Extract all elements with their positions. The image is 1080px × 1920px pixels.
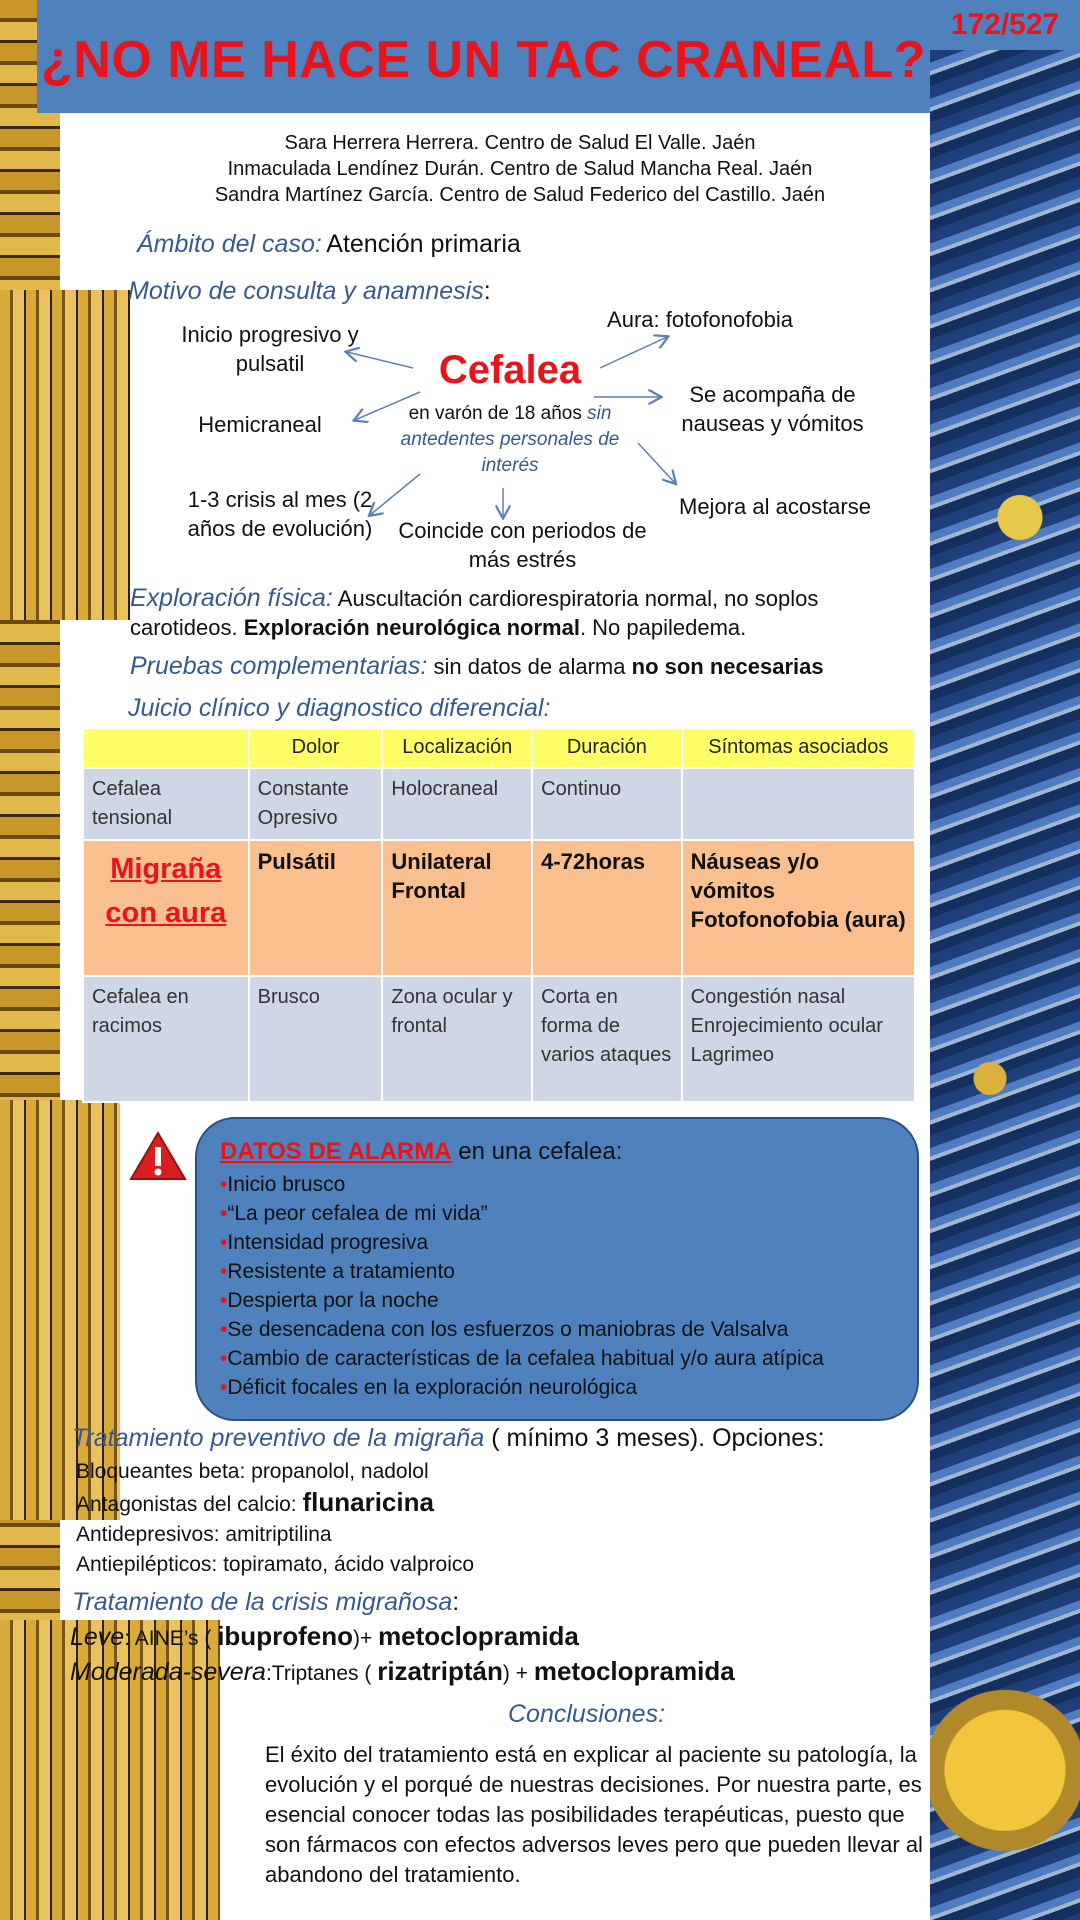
crisis-list bbox=[70, 1620, 735, 1690]
pruebas-text: sin datos de alarma bbox=[433, 654, 626, 679]
preventivo-line-bold: flunaricina bbox=[302, 1487, 434, 1517]
diagram-crisis: 1-3 crisis al mes (2 años de evolución) bbox=[187, 487, 373, 541]
alarm-item-text: Despierta por la noche bbox=[227, 1289, 439, 1312]
table-header-cell bbox=[83, 728, 249, 768]
conclusiones-text: El éxito del tratamiento está en explicar al paciente su patología, la evolución y el porqué de nuestras decisiones. Por nuestra parte, es esencial conocer todas las posibilidades terapéuticas, puesto que son fármacos con efectos adversos leves pero que pueden llevar al abandono del tratamiento. bbox=[265, 1742, 923, 1887]
crisis-mod-text: :Triptanes ( bbox=[265, 1662, 378, 1685]
crisis-leve-label: Leve bbox=[70, 1623, 125, 1651]
list-item bbox=[220, 1315, 824, 1344]
preventivo-line: Antiepilépticos: topiramato, ácido valproico bbox=[76, 1553, 475, 1576]
motivo-heading bbox=[128, 277, 491, 306]
table-row-highlighted bbox=[83, 840, 915, 976]
exploracion-paragraph bbox=[130, 584, 910, 642]
table-cell bbox=[682, 768, 915, 840]
table-row bbox=[83, 768, 915, 840]
diagram-inicio: Inicio progresivo y pulsatil bbox=[181, 322, 359, 376]
diagram-aura: Aura: fotofonofobia bbox=[607, 307, 793, 332]
author-line: Sandra Martínez García. Centro de Salud Federico del Castillo. Jaén bbox=[214, 184, 826, 206]
table-cell: Holocraneal bbox=[382, 768, 532, 840]
author-line: Sara Herrera Herrera. Centro de Salud El Valle. Jaén bbox=[284, 132, 756, 154]
differential-diagnosis-table bbox=[82, 727, 916, 1103]
list-item bbox=[220, 1344, 824, 1373]
table-cell: Cefalea en racimos bbox=[83, 976, 249, 1102]
juicio-heading: Juicio clínico y diagnostico diferencial: bbox=[128, 694, 551, 722]
crisis-label: Tratamiento de la crisis migrañosa bbox=[72, 1588, 453, 1616]
table-header-cell: Dolor bbox=[249, 728, 383, 768]
left-decorative-tower bbox=[0, 290, 130, 620]
crisis-mod-drug2: metoclopramida bbox=[533, 1656, 735, 1686]
crisis-leve-drug2: metoclopramida bbox=[378, 1621, 579, 1651]
preventivo-label: Tratamiento preventivo de la migraña bbox=[72, 1424, 485, 1452]
warning-icon bbox=[128, 1130, 188, 1182]
motivo-colon: : bbox=[483, 277, 491, 305]
preventivo-line bbox=[76, 1487, 474, 1520]
preventivo-list bbox=[76, 1457, 474, 1580]
crisis-leve-drug: ibuprofeno bbox=[217, 1621, 353, 1651]
right-decorative-painting bbox=[930, 50, 1080, 1920]
list-item bbox=[220, 1199, 824, 1228]
pruebas-bold: no son necesarias bbox=[631, 654, 824, 679]
center-sub-plain: en varón de 18 años bbox=[408, 403, 582, 424]
diagram-center-sub bbox=[385, 401, 635, 479]
table-cell: 4-72horas bbox=[532, 840, 682, 976]
list-item bbox=[220, 1170, 824, 1199]
table-header-cell: Síntomas asociados bbox=[682, 728, 915, 768]
table-cell: Continuo bbox=[532, 768, 682, 840]
preventivo-line: Antidepresivos: amitriptilina bbox=[76, 1523, 332, 1546]
exploracion-label: Exploración física: bbox=[130, 584, 333, 612]
alarm-item-text: “La peor cefalea de mi vida” bbox=[227, 1202, 488, 1225]
table-header-row bbox=[83, 728, 915, 768]
table-cell: Cefalea tensional bbox=[83, 768, 249, 840]
crisis-mod-label: Moderada-severa bbox=[70, 1658, 266, 1686]
alarm-title-rest: en una cefalea: bbox=[451, 1138, 623, 1165]
table-cell-migraine bbox=[83, 840, 249, 976]
crisis-mod-drug: rizatriptán bbox=[377, 1656, 503, 1686]
list-item bbox=[220, 1228, 824, 1257]
table-header-cell: Localización bbox=[382, 728, 532, 768]
preventivo-line: Bloqueantes beta: propanolol, nadolol bbox=[76, 1460, 429, 1483]
alarm-list bbox=[220, 1170, 824, 1402]
author-line: Inmaculada Lendínez Durán. Centro de Salud Mancha Real. Jaén bbox=[227, 158, 813, 180]
list-item bbox=[220, 1257, 824, 1286]
table-header-cell: Duración bbox=[532, 728, 682, 768]
alarm-item-text: Intensidad progresiva bbox=[227, 1231, 429, 1254]
exploracion-bold: Exploración neurológica normal bbox=[243, 615, 580, 640]
table-cell: Zona ocular y frontal bbox=[382, 976, 532, 1102]
alarm-title bbox=[220, 1138, 622, 1166]
ambito-line bbox=[137, 230, 521, 259]
list-item bbox=[220, 1373, 824, 1402]
table-cell: Náuseas y/o vómitos Fotofonofobia (aura) bbox=[682, 840, 915, 976]
preventivo-line-text: Antagonistas del calcio: bbox=[76, 1493, 303, 1516]
pruebas-label: Pruebas complementarias: bbox=[130, 652, 428, 680]
exploracion-text1: Auscultación cardiorespiratoria normal, no soplos carotideos. bbox=[130, 586, 819, 640]
crisis-moderada-line bbox=[70, 1655, 735, 1690]
table-cell: Corta en forma de varios ataques bbox=[532, 976, 682, 1102]
table-row bbox=[83, 976, 915, 1102]
crisis-heading bbox=[72, 1588, 459, 1617]
diagram-hemicraneal: Hemicraneal bbox=[198, 412, 322, 437]
alarm-item-text: Inicio brusco bbox=[227, 1173, 346, 1196]
center-sub-italic: sin antedentes personales de interés bbox=[400, 403, 620, 476]
preventivo-rest: ( mínimo 3 meses). Opciones: bbox=[484, 1424, 825, 1452]
crisis-leve-text: : AINE’s ( bbox=[124, 1627, 218, 1650]
diagram-nauseas: Se acompaña de nauseas y vómitos bbox=[681, 382, 864, 436]
authors bbox=[120, 130, 920, 208]
alarm-item-text: Se desencadena con los esfuerzos o maniobras de Valsalva bbox=[227, 1318, 789, 1341]
table-cell: Unilateral Frontal bbox=[382, 840, 532, 976]
list-item bbox=[220, 1286, 824, 1315]
table-cell: Constante Opresivo bbox=[249, 768, 383, 840]
ambito-value: Atención primaria bbox=[326, 230, 521, 258]
preventivo-heading bbox=[72, 1424, 825, 1453]
crisis-leve-line bbox=[70, 1620, 735, 1655]
alarm-item-text: Resistente a tratamiento bbox=[227, 1260, 455, 1283]
migraine-label: Migraña con aura bbox=[105, 853, 227, 929]
table-cell: Pulsátil bbox=[249, 840, 383, 976]
alarm-item-text: Cambio de características de la cefalea habitual y/o aura atípica bbox=[227, 1347, 824, 1370]
alarm-item-text: Déficit focales en la exploración neurológica bbox=[227, 1376, 638, 1399]
crisis-leve-plus: )+ bbox=[352, 1627, 379, 1650]
exploracion-text2: . No papiledema. bbox=[579, 615, 747, 640]
diagram-mejora: Mejora al acostarse bbox=[679, 494, 871, 519]
pruebas-paragraph bbox=[130, 652, 930, 681]
conclusiones-heading: Conclusiones: bbox=[508, 1700, 666, 1728]
diagram-coincide: Coincide con periodos de más estrés bbox=[398, 518, 647, 572]
diagram-center-cefalea: Cefalea bbox=[438, 348, 582, 392]
page-number: 172/527 bbox=[930, 0, 1080, 50]
crisis-mod-plus: ) + bbox=[502, 1662, 534, 1685]
motivo-label: Motivo de consulta y anamnesis bbox=[128, 277, 484, 305]
table-cell: Brusco bbox=[249, 976, 383, 1102]
table-cell: Congestión nasal Enrojecimiento ocular Lagrimeo bbox=[682, 976, 915, 1102]
ambito-label: Ámbito del caso: bbox=[137, 230, 322, 258]
page-title: ¿NO ME HACE UN TAC CRANEAL? bbox=[41, 31, 926, 89]
crisis-colon: : bbox=[452, 1588, 460, 1616]
alarm-title-red: DATOS DE ALARMA bbox=[220, 1138, 452, 1165]
